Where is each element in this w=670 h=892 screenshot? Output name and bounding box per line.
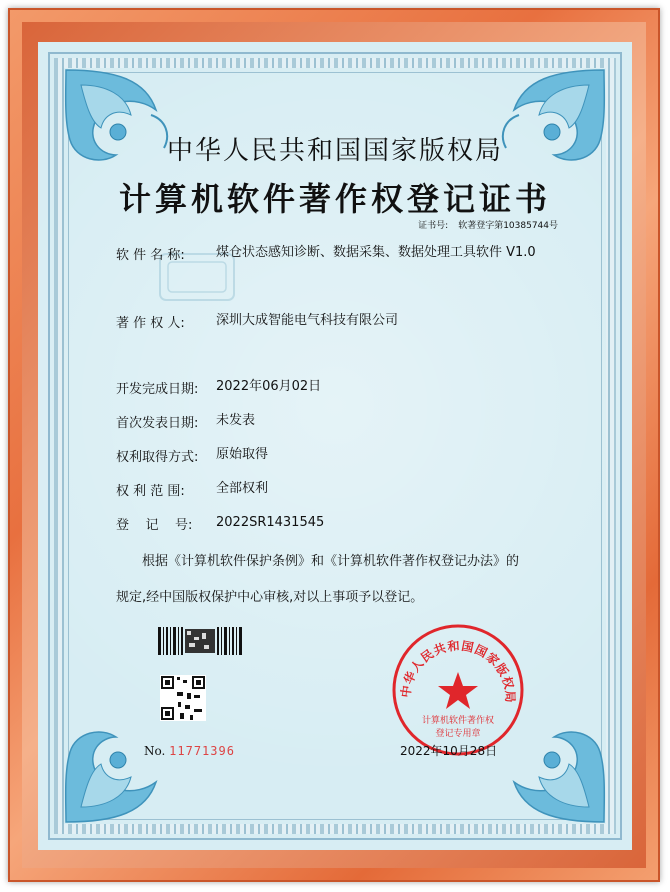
registration-number-label: 登 记 号: (116, 518, 193, 533)
seal-inner-line-2: 登记专用章 (435, 729, 481, 739)
software-name-value: 煤仓状态感知诊断、数据采集、数据处理工具软件 V1.0 (216, 245, 536, 260)
completion-date-label: 开发完成日期: (116, 382, 199, 397)
issue-date: 2022年10月28日 (400, 744, 498, 758)
seal-inner-line-1: 计算机软件著作权 (421, 716, 495, 726)
rights-scope-label: 权 利 范 围: (116, 484, 185, 499)
issuing-authority: 中华人民共和国国家版权局 (166, 136, 503, 166)
registration-number-value: 2022SR1431545 (216, 515, 325, 530)
acquire-method-label: 权利取得方式: (116, 450, 199, 465)
software-name-label: 软 件 名 称: (116, 248, 185, 263)
copyright-owner-row (116, 312, 556, 331)
first-publish-label: 首次发表日期: (116, 416, 199, 431)
completion-date-value: 2022年06月02日 (216, 379, 322, 394)
certificate-number-label: 证书号: (418, 221, 449, 231)
rights-scope-value: 全部权利 (216, 481, 269, 496)
serial-number (144, 744, 235, 758)
first-publish-row (116, 412, 556, 431)
acquire-method-row (116, 446, 556, 465)
registration-number-row (116, 514, 556, 533)
qr-code-icon (160, 675, 206, 721)
copyright-owner-label: 著 作 权 人: (116, 316, 185, 331)
first-publish-value: 未发表 (216, 413, 256, 428)
serial-number-value: 11771396 (169, 744, 235, 758)
seal-ring-text: 中华人民共和国国家版权局 (398, 638, 518, 704)
copyright-owner-value: 深圳大成智能电气科技有限公司 (216, 313, 399, 328)
serial-number-label: No. (144, 744, 166, 758)
statement-line-2: 规定,经中国版权保护中心审核,对以上事项予以登记。 (116, 590, 424, 605)
rights-scope-row (116, 480, 556, 499)
certificate-number-value: 软著登字第10385744号 (458, 221, 558, 231)
completion-date-row (116, 378, 556, 397)
barcode-icon (158, 627, 244, 655)
certificate-paper (38, 42, 632, 850)
statement-line-1: 根据《计算机软件保护条例》和《计算机软件著作权登记办法》的 (142, 554, 520, 569)
corner-ornament-icon (56, 712, 176, 832)
certificate-title: 计算机软件著作权登记证书 (118, 180, 551, 218)
certificate-number (418, 218, 558, 231)
acquire-method-value: 原始取得 (216, 447, 269, 462)
official-seal-icon (388, 620, 528, 760)
software-name-row (116, 244, 556, 263)
